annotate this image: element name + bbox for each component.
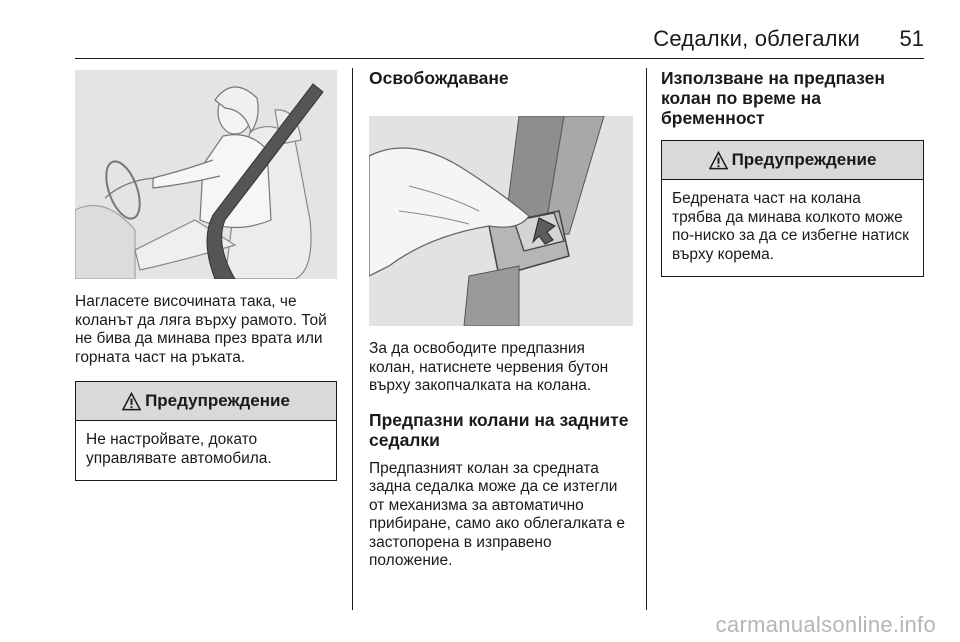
pregnancy-heading: Използване на предпазен колан по време на бременност [661,68,885,128]
header-rule [75,58,924,59]
column-2 [369,68,633,571]
watermark: carmanualsonline.info [715,612,936,637]
warning-text: Не настройвате, докато управлявате автомобила. [86,431,272,467]
warning-title: Предупреждение [731,150,877,169]
rear-seat-belts-paragraph: Предпазният колан за средната задна седалка може да се изтегли от механизма за автоматично прибиране, само ако облегалката е застопорена в изправено положение. [369,459,626,569]
buckle-release-illustration [369,116,633,326]
release-caption: За да освободите предпазния колан, натиснете червения бутон върху закопчалката на колана. [369,340,609,394]
release-heading: Освобождаване [369,68,509,88]
warning-box [661,140,924,277]
column-1 [75,68,337,481]
page-number: 51 [899,26,924,51]
seat-belt-height-paragraph: Нагласете височината така, че коланът да ляга върху рамото. Той не бива да минава през врата или горната част на ръката. [75,293,327,366]
warning-header [662,141,923,180]
warning-text: Бедрената част на колана трябва да минава колкото може по-ниско за да се избегне натиск върху корема. [672,190,909,263]
warning-triangle-icon [709,151,728,170]
page-title: Седалки, облегалки [653,26,860,51]
column-divider [352,68,353,610]
rear-seat-belts-heading: Предпазни колани на задните седалки [369,409,629,450]
warning-header [76,382,336,421]
column-3 [661,68,924,277]
warning-title: Предупреждение [145,391,290,410]
warning-triangle-icon [122,392,141,411]
warning-box [75,381,337,481]
driver-seatbelt-illustration [75,70,337,279]
column-divider [646,68,647,610]
